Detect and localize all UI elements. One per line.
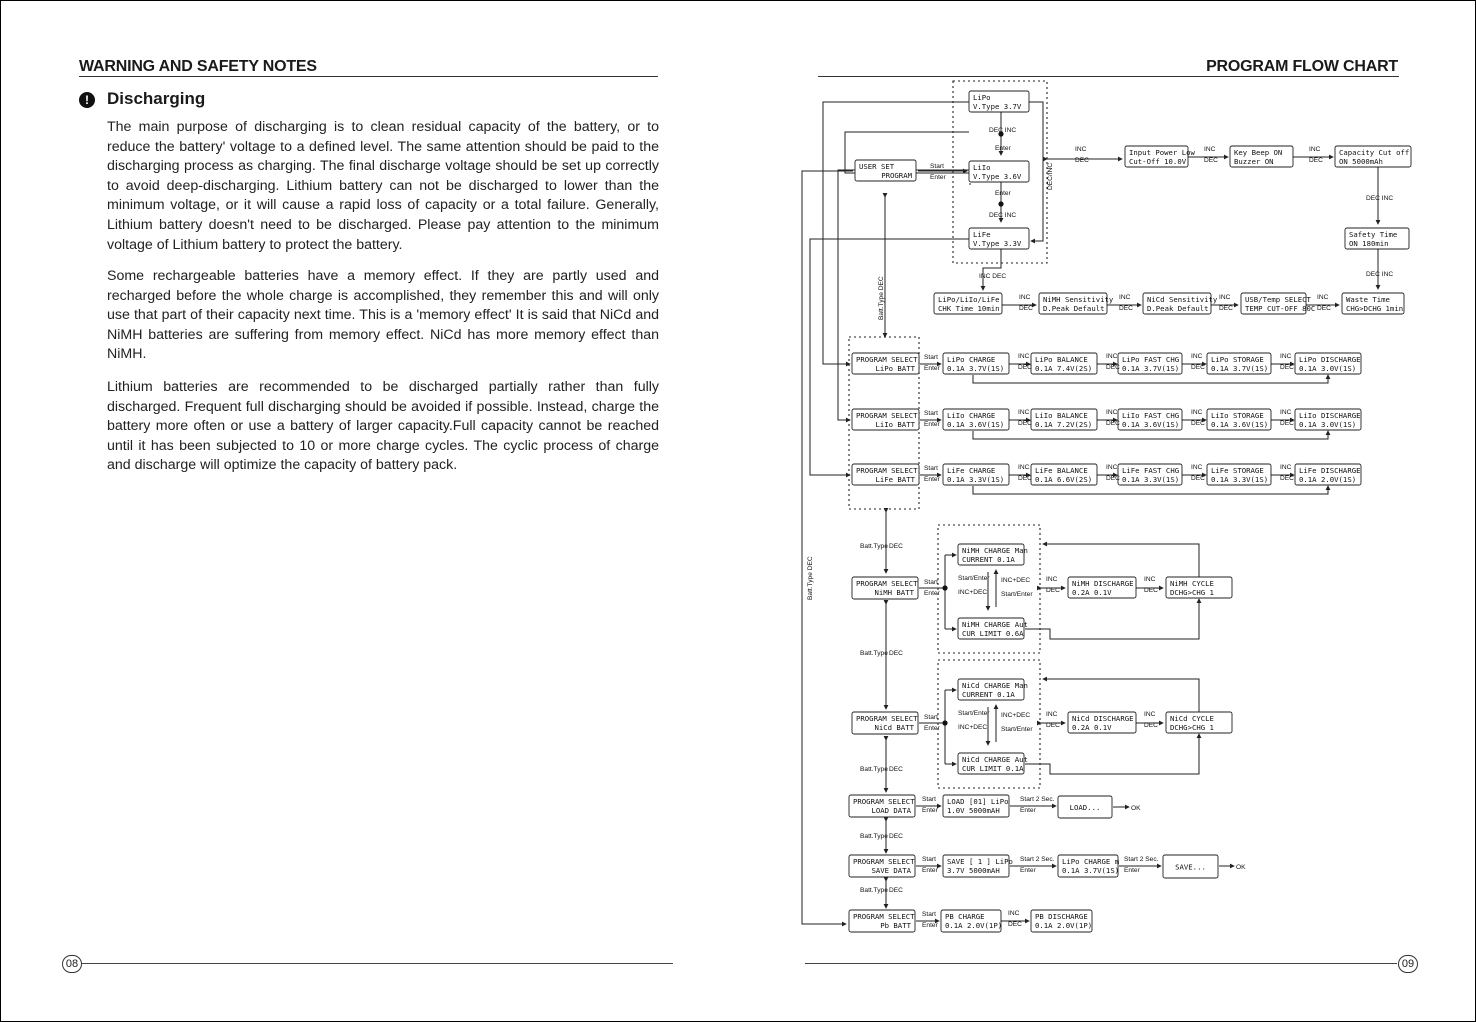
nimh-cycle-loop <box>1043 544 1199 577</box>
inc-label: INC <box>1144 711 1156 718</box>
key-beep-line-1: Key Beep ON <box>1234 148 1283 157</box>
save-slot-line-2: 3.7V 5000mAH <box>947 866 1000 875</box>
left-page-title: WARNING AND SAFETY NOTES <box>79 58 317 75</box>
nicd-select-line-2: NiCd BATT <box>874 723 914 732</box>
start-2sec-label: Start 2 Sec. <box>1124 856 1159 863</box>
nicd-cycle-line-2: DCHG>CHG 1 <box>1170 723 1214 732</box>
life-type-line-1: LiFe <box>973 230 991 239</box>
nicd-discharge-line-1: NiCd DISCHARGE <box>1072 714 1134 723</box>
dec-label: DEC <box>1204 157 1218 164</box>
lipo-row-5-line-1: LiPo DISCHARGE <box>1299 355 1361 364</box>
lipo-row-3-line-1: LiPo FAST CHG <box>1122 355 1180 364</box>
left-title-rule <box>79 76 658 77</box>
inc-dec-label: INC+DEC <box>958 724 988 731</box>
dec-label: DEC <box>1191 475 1205 482</box>
liio-row-2-line-2: 0.1A 7.2V(2S) <box>1035 420 1093 429</box>
liio-type-line-2: V.Type 3.6V <box>973 172 1022 181</box>
nimh-discharge-line-2: 0.2A 0.1V <box>1072 588 1112 597</box>
lipo-type-line-2: V.Type 3.7V <box>973 102 1022 111</box>
batt-type-label: Batt.Type <box>860 543 888 550</box>
inc-label: INC <box>1280 464 1292 471</box>
inc-dec-label: INC+DEC <box>1001 712 1031 719</box>
inc-label: INC <box>1191 464 1203 471</box>
dec-label: DEC <box>1106 420 1120 427</box>
nicd-charge-aut-line-1: NiCd CHARGE Aut <box>962 755 1028 764</box>
nimh-select-line-1: PROGRAM SELECT <box>856 579 918 588</box>
inc-dec-label: INC DEC <box>979 273 1007 280</box>
input-power-low-line-1: Input Power Low <box>1129 148 1195 157</box>
save-progress-text: SAVE... <box>1175 862 1206 872</box>
pb-charge-line-1: PB CHARGE <box>945 912 985 921</box>
load-select-line-1: PROGRAM SELECT <box>853 797 915 806</box>
usb-temp-select-line-2: TEMP CUT-OFF 80C <box>1245 304 1316 313</box>
nimh-aut-loop <box>1025 599 1199 639</box>
dec-label: DEC <box>1317 305 1331 312</box>
liio-row-5-line-2: 0.1A 3.0V(1S) <box>1299 420 1357 429</box>
nimh-select-line-2: NiMH BATT <box>874 588 914 597</box>
pb-select-line-2: Pb BATT <box>880 921 911 930</box>
start-enter-label: Start/Enter <box>1001 726 1033 733</box>
load-select-line-2: LOAD DATA <box>871 806 911 815</box>
start-label: Start <box>922 796 936 803</box>
dec-label: DEC <box>1046 722 1060 729</box>
enter-label: Enter <box>924 476 940 483</box>
dec-label: DEC <box>889 650 903 657</box>
waste-time-line-2: CHG>DCHG 1min <box>1346 304 1404 313</box>
dec-label: DEC <box>1144 722 1158 729</box>
paragraph-2: Some rechargeable batteries have a memory effect. If they are partly used and recharged before the whole charge is accomplished, they remember this and will only use that part of their capacity next time. This is a 'memory effect' It is said that NiCd and NiMH batteries are suffering from memory effect. NiCd has more memory effect than NiMH. <box>107 268 659 363</box>
dec-label: DEC <box>1219 305 1233 312</box>
paragraph-3: Lithium batteries are recommended to be discharged partially rather than fully discharged. Frequent full discharging should be avoided if possible. Instead, charge the battery more often or use a battery of larger capacity.Full capacity cannot be reached until it has been subjected to 10 or more charge cycles. The cyclic process of charge and discharge will optimize the capacity of battery pack. <box>107 379 659 474</box>
right-page-number: 09 <box>1398 955 1418 973</box>
warning-icon: ! <box>79 92 95 108</box>
liio-row-5-line-1: LiIo DISCHARGE <box>1299 411 1361 420</box>
pb-discharge-line-2: 0.1A 2.0V(1P) <box>1035 921 1093 930</box>
dec-label: DEC <box>1046 587 1060 594</box>
batt-type-dec-side-label: Batt.Type DEC <box>807 556 814 600</box>
dec-label: DEC <box>1018 475 1032 482</box>
load-slot-line-2: 1.0V 5000mAH <box>947 806 1000 815</box>
liio-row-1-line-2: 0.1A 3.6V(1S) <box>947 420 1005 429</box>
nimh-charge-aut-line-2: CUR LIMIT 0.6A <box>962 629 1024 638</box>
liio-type-line-1: LiIo <box>973 163 991 172</box>
load-slot-line-1: LOAD [01] LiPo <box>947 797 1009 806</box>
save-charge-line-1: LiPo CHARGE m <box>1062 857 1120 866</box>
batt-type-label: Batt.Type <box>860 833 888 840</box>
life-row-2-line-2: 0.1A 6.6V(2S) <box>1035 475 1093 484</box>
lipo-row-2-line-2: 0.1A 7.4V(2S) <box>1035 364 1093 373</box>
inc-label: INC <box>1008 910 1020 917</box>
dec-label: DEC <box>1018 364 1032 371</box>
lipo-row-0-line-1: PROGRAM SELECT <box>856 355 918 364</box>
start-label: Start <box>924 714 938 721</box>
program-flow-chart <box>795 78 1420 938</box>
dec-label: DEC <box>889 543 903 550</box>
enter-label: Enter <box>995 145 1011 152</box>
inc-label: INC <box>1106 353 1118 360</box>
lipo-row-0-line-2: LiPo BATT <box>875 364 915 373</box>
dec-label: DEC <box>1106 475 1120 482</box>
nimh-charge-man-line-2: CURRENT 0.1A <box>962 555 1015 564</box>
left-page-number: 08 <box>62 955 82 973</box>
paragraph-1: The main purpose of discharging is to clean residual capacity of the battery, or to reduce the battery' voltage to a defined level. The same attention should be paid to the discharging process as charging. The final discharge voltage should be set up correctly to avoid deep-discharging. Lithium battery can not be discharged to lower than the minimum voltage, or it will cause a rapid loss of capacity or a total failure. Generally, Lithium battery doesn't need to be discharged. Please pay attention to the minimum voltage of Lithium battery to protect the battery. <box>107 119 659 253</box>
inc-label: INC <box>1317 294 1329 301</box>
dec-label: DEC <box>1191 364 1205 371</box>
inc-label: INC <box>1018 409 1030 416</box>
pb-charge-line-2: 0.1A 2.0V(1P) <box>945 921 1003 930</box>
inc-label: INC <box>1046 711 1058 718</box>
inc-dec-label: INC+DEC <box>958 589 988 596</box>
life-row-1-line-2: 0.1A 3.3V(1S) <box>947 475 1005 484</box>
safety-time-line-1: Safety Time <box>1349 230 1398 239</box>
save-charge-line-2: 0.1A 3.7V(1S) <box>1062 866 1120 875</box>
right-title-rule <box>818 76 1399 77</box>
inc-label: INC <box>1144 576 1156 583</box>
dec-label: DEC <box>1019 305 1033 312</box>
dec-inc-label: DEC INC <box>989 127 1017 134</box>
liio-row-4-line-2: 0.1A 3.6V(1S) <box>1211 420 1269 429</box>
inc-label: INC <box>1019 294 1031 301</box>
inc-label: INC <box>1280 409 1292 416</box>
life-row-return <box>973 486 1328 494</box>
dec-label: DEC <box>889 833 903 840</box>
nimh-sensitivity-line-1: NiMH Sensitivity <box>1043 295 1114 304</box>
lipo-type-line-1: LiPo <box>973 93 991 102</box>
right-page-title: PROGRAM FLOW CHART <box>1206 58 1398 75</box>
life-row-3-line-1: LiFe FAST CHG <box>1122 466 1180 475</box>
nimh-discharge-line-1: NiMH DISCHARGE <box>1072 579 1134 588</box>
life-row-4-line-1: LiFe STORAGE <box>1211 466 1264 475</box>
inc-label: INC <box>1018 464 1030 471</box>
batt-type-dec-label: Batt.Type DEC <box>878 276 885 320</box>
start-label: Start <box>924 465 938 472</box>
liio-row-return <box>973 431 1328 439</box>
batt-type-label: Batt.Type <box>860 650 888 657</box>
dec-label: DEC <box>1106 364 1120 371</box>
key-beep-line-2: Buzzer ON <box>1234 157 1274 166</box>
enter-label: Enter <box>1124 867 1140 874</box>
nicd-sensitivity-line-1: NiCd Sensitivity <box>1147 295 1218 304</box>
life-row-0-line-2: LiFe BATT <box>875 475 915 484</box>
junction-dot <box>998 201 1003 206</box>
waste-time-line-1: Waste Time <box>1346 295 1390 304</box>
life-row-0-line-1: PROGRAM SELECT <box>856 466 918 475</box>
life-row-2-line-1: LiFe BALANCE <box>1035 466 1088 475</box>
inc-label: INC <box>1046 576 1058 583</box>
liio-row-0-line-1: PROGRAM SELECT <box>856 411 918 420</box>
nicd-sensitivity-line-2: D.Peak Default <box>1147 304 1209 313</box>
nimh-charge-aut-line-1: NiMH CHARGE Aut <box>962 620 1028 629</box>
lipo-row-4-line-1: LiPo STORAGE <box>1211 355 1264 364</box>
dec-inc-label: DEC INC <box>1366 195 1394 202</box>
inc-label: INC <box>1075 146 1087 153</box>
enter-label: Enter <box>995 190 1011 197</box>
dec-inc-label: DEC INC <box>989 212 1017 219</box>
nicd-charge-aut-line-2: CUR LIMIT 0.1A <box>962 764 1024 773</box>
lipo-row-1-line-2: 0.1A 3.7V(1S) <box>947 364 1005 373</box>
lipo-row-1-line-1: LiPo CHARGE <box>947 355 996 364</box>
lipo-row-5-line-2: 0.1A 3.0V(1S) <box>1299 364 1357 373</box>
liio-row-0-line-2: LiIo BATT <box>875 420 915 429</box>
enter-label: Enter <box>924 421 940 428</box>
life-row-5-line-1: LiFe DISCHARGE <box>1299 466 1361 475</box>
enter-label: Enter <box>924 365 940 372</box>
flow-nodes <box>807 91 1411 932</box>
junction-dot <box>942 720 947 725</box>
inc-dec-label: INC+DEC <box>1001 577 1031 584</box>
types-to-chk <box>983 250 1001 290</box>
inc-label: INC <box>1219 294 1231 301</box>
save-slot-line-1: SAVE [ 1 ] LiPo <box>947 857 1013 866</box>
liio-row-3-line-1: LiIo FAST CHG <box>1122 411 1180 420</box>
start-label: Start <box>924 579 938 586</box>
start-label: Start <box>930 163 944 170</box>
dec-label: DEC <box>1144 587 1158 594</box>
liio-row-1-line-1: LiIo CHARGE <box>947 411 996 420</box>
load-ok-label: OK <box>1131 805 1141 812</box>
capacity-cutoff-line-2: ON 5000mAh <box>1339 157 1383 166</box>
nicd-cycle-loop <box>1043 679 1199 712</box>
section-title: Discharging <box>107 89 206 108</box>
life-row-3-line-2: 0.1A 3.3V(1S) <box>1122 475 1180 484</box>
enter-label: Enter <box>924 725 940 732</box>
start-enter-label: Start/Enter <box>958 575 990 582</box>
inc-label: INC <box>1280 353 1292 360</box>
inc-label: INC <box>1309 146 1321 153</box>
batt-type-label: Batt.Type <box>860 887 888 894</box>
start-2sec-label: Start 2 Sec. <box>1020 796 1055 803</box>
save-select-line-1: PROGRAM SELECT <box>853 857 915 866</box>
input-power-low-line-2: Cut-Off 10.0V <box>1129 157 1187 166</box>
enter-label: Enter <box>1020 867 1036 874</box>
user-set-program-line-2: PROGRAM <box>881 171 912 180</box>
dec-label: DEC <box>1280 364 1294 371</box>
save-select-line-2: SAVE DATA <box>871 866 911 875</box>
dec-label: DEC <box>1191 420 1205 427</box>
inc-label: INC <box>1106 464 1118 471</box>
dec-label: DEC <box>1280 475 1294 482</box>
life-type-line-2: V.Type 3.3V <box>973 239 1022 248</box>
inc-label: INC <box>1191 353 1203 360</box>
nicd-aut-loop <box>1025 734 1199 774</box>
nicd-discharge-line-2: 0.2A 0.1V <box>1072 723 1112 732</box>
dec-label: DEC <box>1280 420 1294 427</box>
nicd-select-line-1: PROGRAM SELECT <box>856 714 918 723</box>
start-enter-label: Start/Enter <box>1001 591 1033 598</box>
enter-label: Enter <box>922 867 938 874</box>
lipo-row-return <box>973 375 1328 383</box>
dec-label: DEC <box>1008 921 1022 928</box>
load-progress-text: LOAD... <box>1069 803 1101 812</box>
start-label: Start <box>922 911 936 918</box>
enter-label: Enter <box>924 590 940 597</box>
nicd-cycle-line-1: NiCd CYCLE <box>1170 714 1214 723</box>
enter-label: Enter <box>922 807 938 814</box>
enter-label: Enter <box>922 922 938 929</box>
capacity-cutoff-line-1: Capacity Cut off <box>1339 148 1410 157</box>
right-footer-rule <box>805 963 1397 964</box>
dec-inc-label: DEC INC <box>1366 271 1394 278</box>
enter-label: Enter <box>930 174 946 181</box>
start-label: Start <box>924 410 938 417</box>
user-set-program-line-1: USER SET <box>859 162 895 171</box>
liio-row-2-line-1: LiIo BALANCE <box>1035 411 1088 420</box>
inc-label: INC <box>1018 353 1030 360</box>
dec-label: DEC <box>889 766 903 773</box>
nimh-cycle-line-1: NiMH CYCLE <box>1170 579 1214 588</box>
life-row-1-line-1: LiFe CHARGE <box>947 466 996 475</box>
dec-label: DEC <box>1018 420 1032 427</box>
chk-time-line-1: LiPo/LiIo/LiFe <box>938 295 1000 304</box>
liio-row-4-line-1: LiIo STORAGE <box>1211 411 1264 420</box>
pb-select-line-1: PROGRAM SELECT <box>853 912 915 921</box>
start-label: Start <box>924 354 938 361</box>
life-row-4-line-2: 0.1A 3.3V(1S) <box>1211 475 1269 484</box>
inc-label: INC <box>1204 146 1216 153</box>
usb-temp-select-line-1: USB/Temp SELECT <box>1245 295 1311 304</box>
lipo-row-3-line-2: 0.1A 3.7V(1S) <box>1122 364 1180 373</box>
batt-type-label: Batt.Type <box>860 766 888 773</box>
dec-label: DEC <box>889 887 903 894</box>
inc-label: INC <box>1191 409 1203 416</box>
liio-row-3-line-2: 0.1A 3.6V(1S) <box>1122 420 1180 429</box>
dec-label: DEC <box>1075 157 1089 164</box>
lipo-row-4-line-2: 0.1A 3.7V(1S) <box>1211 364 1269 373</box>
safety-time-line-2: ON 180min <box>1349 239 1389 248</box>
dec-slash-inc-label: DEC/INC <box>1047 162 1054 190</box>
chk-time-line-2: CHK Time 10min <box>938 304 1000 313</box>
enter-label: Enter <box>1020 807 1036 814</box>
inc-label: INC <box>1119 294 1131 301</box>
life-row-5-line-2: 0.1A 2.0V(1S) <box>1299 475 1357 484</box>
pb-discharge-line-1: PB DISCHARGE <box>1035 912 1088 921</box>
start-enter-label: Start/Enter <box>958 710 990 717</box>
start-label: Start <box>922 856 936 863</box>
nimh-cycle-line-2: DCHG>CHG 1 <box>1170 588 1214 597</box>
nimh-charge-man-line-1: NiMH CHARGE Man <box>962 546 1028 555</box>
nicd-charge-man-line-1: NiCd CHARGE Man <box>962 681 1028 690</box>
dec-label: DEC <box>1119 305 1133 312</box>
junction-dot <box>942 585 947 590</box>
inc-label: INC <box>1106 409 1118 416</box>
left-footer-rule <box>80 963 673 964</box>
nicd-charge-man-line-2: CURRENT 0.1A <box>962 690 1015 699</box>
lipo-row-2-line-1: LiPo BALANCE <box>1035 355 1088 364</box>
save-ok-label: OK <box>1236 864 1246 871</box>
start-2sec-label: Start 2 Sec. <box>1020 856 1055 863</box>
dec-label: DEC <box>1309 157 1323 164</box>
nimh-sensitivity-line-2: D.Peak Default <box>1043 304 1105 313</box>
type-loop <box>1030 102 1043 241</box>
